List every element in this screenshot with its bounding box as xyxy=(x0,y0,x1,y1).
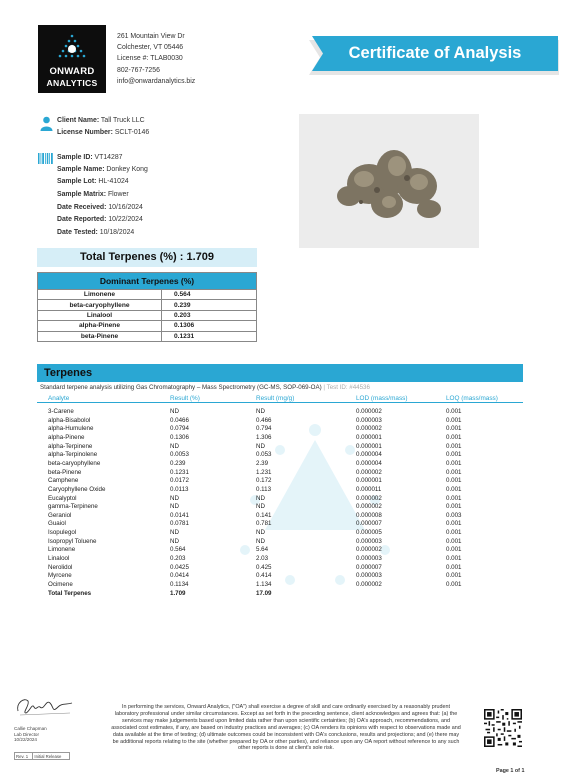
table-cell-result-mgg: 5.64 xyxy=(256,546,269,554)
page-number: Page 1 of 1 xyxy=(496,768,525,774)
sample-matrix-value: Flower xyxy=(107,191,129,198)
table-cell-result-percent: 0.1134 xyxy=(170,581,189,588)
logo-text-line2: ANALYTICS xyxy=(46,78,98,88)
sample-name-value: Donkey Kong xyxy=(106,166,148,173)
total-row-cell-analyte: Total Terpenes xyxy=(48,589,92,597)
table-cell-analyte: beta-Pinene xyxy=(48,468,82,476)
table-cell-loq: 0.001 xyxy=(446,433,462,441)
table-cell-result-mgg: 0.425 xyxy=(256,563,272,571)
table-cell-result-mgg: 0.414 xyxy=(256,572,272,580)
disclaimer-text: In performing the services, Onward Analytics, ("OA") shall exercise a degree of skill and care ordinarily exercised by a reasonably prudent laboratory professional under similar circumstances. Except as set forth in the preceding sentence, client acknowledges and agrees that: (a) the services may make judgements based upon limited data rather than upon scientific certainties; (b) OA's approach, recommendations, and associated cost estimates, if any, are based on industry practices and averages; (c) OA renders its opinions with respect to observations made and data available at the time of testing; (d) ultimate outcomes could be inconsistent with OA's conclusions, results and projections; and (e) there may be additional reports relating to the site (whether prepared by OA or other parties), and reliance upon any OA report without reference to any such other reports is done at client's sole risk. xyxy=(111,704,461,752)
license-number-row xyxy=(57,129,149,136)
license-line: License #: TLAB0030 xyxy=(117,55,183,63)
company-logo xyxy=(38,25,106,93)
table-cell-loq: 0.001 xyxy=(446,408,462,415)
logo-triangle-icon xyxy=(58,33,86,59)
table-cell-loq: 0.001 xyxy=(446,459,462,467)
table-cell-loq: 0.001 xyxy=(446,485,462,493)
table-cell-result-mgg: ND xyxy=(256,537,265,545)
table-cell-lod: 0.000002 xyxy=(356,425,382,433)
watermark-logo-icon xyxy=(200,410,430,610)
table-cell-lod: 0.000004 xyxy=(356,451,382,459)
table-cell-result-percent: 0.1306 xyxy=(170,433,189,441)
sample-lot-label: Sample Lot: xyxy=(57,178,97,185)
table-header-rule xyxy=(37,402,523,403)
method-text: Standard terpene analysis utilizing Gas Chromatography – Mass Spectrometry (GC-MS, SOP-069-OA) xyxy=(40,384,322,391)
table-cell-analyte: Guaiol xyxy=(48,520,66,528)
table-cell-analyte: Linalool xyxy=(48,555,70,563)
table-cell-loq: 0.001 xyxy=(446,546,462,554)
table-cell-result-percent: ND xyxy=(170,537,179,545)
table-row xyxy=(38,331,257,341)
license-number-label: License Number: xyxy=(57,129,113,136)
sample-id-value: VT14287 xyxy=(94,154,123,161)
date-tested-value: 10/18/2024 xyxy=(99,229,135,236)
table-cell-result-mgg: ND xyxy=(256,503,265,511)
company-address xyxy=(117,31,195,87)
test-id: | Test ID: #44536 xyxy=(323,384,370,391)
table-row xyxy=(38,321,257,331)
signer-info xyxy=(14,726,47,743)
table-cell-analyte: Myrcene xyxy=(48,572,72,580)
table-cell-lod: 0.000011 xyxy=(356,485,382,493)
table-cell-analyte: Isopulegol xyxy=(48,529,77,537)
table-cell-lod: 0.000002 xyxy=(356,581,382,588)
table-cell-analyte: alpha-Pinene xyxy=(48,433,85,441)
table-cell-loq: 0.001 xyxy=(446,442,462,450)
table-cell-result-percent: 0.0113 xyxy=(170,485,189,493)
table-cell-result-mgg: 2.03 xyxy=(256,555,269,563)
terpenes-section-header xyxy=(37,364,523,382)
sample-name-label: Sample Name: xyxy=(57,166,105,173)
table-cell-analyte: alpha-Terpinolene xyxy=(48,451,98,459)
table-cell-analyte: Caryophyllene Oxide xyxy=(48,485,106,493)
table-cell-lod: 0.000003 xyxy=(356,555,382,563)
table-cell-result-percent: 0.0172 xyxy=(170,477,189,485)
sample-name-row xyxy=(57,166,148,173)
table-cell-result-mgg: ND xyxy=(256,494,265,502)
table-cell-lod: 0.000003 xyxy=(356,537,382,545)
table-cell-result-mgg: 0.141 xyxy=(256,511,272,519)
table-cell-analyte: Eucalyptol xyxy=(48,494,77,502)
phone-line: 802-767-7256 xyxy=(117,66,160,74)
sample-photo xyxy=(299,114,479,248)
table-cell-result-mgg: 2.39 xyxy=(256,459,269,467)
signer-name: Callie Chapman xyxy=(14,726,47,731)
table-cell-result-percent: 0.0466 xyxy=(170,416,189,424)
table-cell-result-mgg: 0.781 xyxy=(256,520,272,528)
address-line: 261 Mountain View Dr xyxy=(117,33,185,40)
signer-title: Lab Director xyxy=(14,731,40,737)
total-row-cell-result-mgg: 17.09 xyxy=(256,589,272,597)
table-cell-lod: 0.000002 xyxy=(356,408,382,415)
table-cell-loq: 0.001 xyxy=(446,425,462,433)
table-cell-analyte: gamma-Terpinene xyxy=(48,503,98,511)
table-cell-result-percent: 0.239 xyxy=(170,459,186,467)
table-cell-result-percent: 0.0141 xyxy=(170,511,189,519)
revision-label: Rev. 1 xyxy=(15,753,33,760)
table-row xyxy=(38,300,257,310)
table-cell-loq: 0.001 xyxy=(446,451,462,459)
document-title: Certificate of Analysis xyxy=(348,44,522,62)
column-header-loq: LOQ (mass/mass) xyxy=(446,395,498,402)
date-tested-row xyxy=(57,229,134,236)
column-header-analyte: Analyte xyxy=(48,395,70,402)
barcode-icon xyxy=(38,153,54,164)
table-cell-loq: 0.001 xyxy=(446,529,462,537)
table-cell-loq: 0.001 xyxy=(446,563,462,571)
column-header-lod: LOD (mass/mass) xyxy=(356,395,408,402)
table-cell-analyte: Isopropyl Toluene xyxy=(48,537,97,545)
table-cell-result-percent: ND xyxy=(170,529,179,537)
table-cell-result-mgg: 0.113 xyxy=(256,485,272,493)
terpene-value: 0.203 xyxy=(162,310,257,320)
table-cell-lod: 0.000002 xyxy=(356,503,382,511)
person-icon xyxy=(40,116,53,131)
terpene-name: Limonene xyxy=(38,290,162,300)
table-cell-result-percent: ND xyxy=(170,503,179,511)
date-reported-row xyxy=(57,216,143,223)
table-cell-loq: 0.001 xyxy=(446,581,462,588)
date-reported-value: 10/22/2024 xyxy=(108,216,143,223)
terpene-name: beta-Pinene xyxy=(38,331,162,341)
table-cell-analyte: Geraniol xyxy=(48,511,72,519)
table-cell-lod: 0.000003 xyxy=(356,416,382,424)
table-cell-loq: 0.001 xyxy=(446,520,462,528)
table-cell-lod: 0.000002 xyxy=(356,546,382,554)
table-cell-analyte: 3-Carene xyxy=(48,408,74,415)
sample-matrix-label: Sample Matrix: xyxy=(57,191,107,198)
table-cell-lod: 0.000001 xyxy=(356,442,382,450)
email-line: info@onwardanalytics.biz xyxy=(117,77,196,85)
table-cell-loq: 0.001 xyxy=(446,477,462,485)
table-cell-lod: 0.000002 xyxy=(356,468,382,476)
table-cell-result-percent: ND xyxy=(170,494,179,502)
table-cell-analyte: beta-caryophyllene xyxy=(48,459,101,467)
table-cell-lod: 0.000005 xyxy=(356,529,382,537)
table-cell-result-percent: ND xyxy=(170,442,179,450)
table-cell-result-mgg: 0.172 xyxy=(256,477,272,485)
client-name-row xyxy=(57,117,145,124)
date-reported-label: Date Reported: xyxy=(57,216,107,223)
date-tested-label: Date Tested: xyxy=(57,229,98,236)
revision-text: Initial Release xyxy=(33,753,70,760)
qr-code-icon xyxy=(484,709,522,747)
table-cell-lod: 0.000002 xyxy=(356,494,382,502)
table-cell-result-mgg: ND xyxy=(256,408,265,415)
terpene-name: Linalool xyxy=(38,310,162,320)
column-header-result-mgg: Result (mg/g) xyxy=(256,395,295,402)
table-cell-analyte: alpha-Terpinene xyxy=(48,442,93,450)
date-received-value: 10/16/2024 xyxy=(108,204,143,211)
table-cell-lod: 0.000007 xyxy=(356,563,382,571)
table-cell-analyte: Limonene xyxy=(48,546,76,554)
table-cell-lod: 0.000007 xyxy=(356,520,382,528)
table-cell-result-percent: ND xyxy=(170,408,179,415)
sample-id-label: Sample ID: xyxy=(57,154,93,161)
dominant-terpenes-table xyxy=(37,272,257,342)
table-cell-loq: 0.001 xyxy=(446,503,462,511)
table-row xyxy=(38,290,257,300)
table-cell-result-percent: 0.0425 xyxy=(170,563,189,571)
table-cell-lod: 0.000001 xyxy=(356,477,382,485)
table-cell-result-mgg: 0.053 xyxy=(256,451,272,459)
table-cell-analyte: Ocimene xyxy=(48,581,73,588)
date-received-row xyxy=(57,204,143,211)
terpene-value: 0.564 xyxy=(162,290,257,300)
signer-date: 10/22/2024 xyxy=(14,737,37,743)
table-cell-result-mgg: ND xyxy=(256,529,265,537)
table-cell-analyte: Camphene xyxy=(48,477,79,485)
table-cell-loq: 0.003 xyxy=(446,511,462,519)
terpene-value: 0.239 xyxy=(162,300,257,310)
table-cell-result-mgg: 1.134 xyxy=(256,581,272,588)
table-cell-result-percent: 0.203 xyxy=(170,555,186,563)
table-cell-analyte: alpha-Humulene xyxy=(48,425,94,433)
table-cell-lod: 0.000004 xyxy=(356,459,382,467)
table-cell-result-percent: 0.0053 xyxy=(170,451,189,459)
table-cell-loq: 0.001 xyxy=(446,494,462,502)
table-cell-result-mgg: 0.794 xyxy=(256,425,272,433)
terpene-value: 0.1231 xyxy=(162,331,257,341)
total-row-cell-result-percent: 1.709 xyxy=(170,589,186,597)
table-cell-result-mgg: 1.231 xyxy=(256,468,272,476)
terpene-name: alpha-Pinene xyxy=(38,321,162,331)
table-row xyxy=(38,310,257,320)
sample-id-row xyxy=(57,154,123,161)
sample-lot-row xyxy=(57,178,129,185)
license-number-value: SCLT-0146 xyxy=(114,129,150,136)
table-cell-lod: 0.000001 xyxy=(356,433,382,441)
method-description xyxy=(40,384,370,391)
table-cell-analyte: Nerolidol xyxy=(48,563,73,571)
revision-table xyxy=(14,752,70,760)
table-cell-result-mgg: ND xyxy=(256,442,265,450)
table-cell-result-percent: 0.0781 xyxy=(170,520,189,528)
sample-lot-value: HL-41024 xyxy=(98,178,129,185)
table-cell-result-percent: 0.564 xyxy=(170,546,186,554)
client-name-label: Client Name: xyxy=(57,117,100,124)
table-cell-result-mgg: 1.306 xyxy=(256,433,272,441)
table-cell-loq: 0.001 xyxy=(446,468,462,476)
table-cell-result-percent: 0.0794 xyxy=(170,425,189,433)
table-cell-result-mgg: 0.466 xyxy=(256,416,272,424)
table-cell-loq: 0.001 xyxy=(446,416,462,424)
table-cell-result-percent: 0.1231 xyxy=(170,468,189,476)
column-header-result-percent: Result (%) xyxy=(170,395,200,402)
sample-matrix-row xyxy=(57,191,129,198)
terpene-name: beta-caryophyllene xyxy=(38,300,162,310)
table-cell-loq: 0.001 xyxy=(446,572,462,580)
total-terpenes-label: Total Terpenes (%) : 1.709 xyxy=(79,251,215,263)
dominant-terpenes-title: Dominant Terpenes (%) xyxy=(38,273,257,290)
terpenes-section-title: Terpenes xyxy=(44,367,93,379)
signature-image xyxy=(14,693,76,719)
table-cell-loq: 0.001 xyxy=(446,555,462,563)
table-cell-lod: 0.000003 xyxy=(356,572,382,580)
date-received-label: Date Received: xyxy=(57,204,107,211)
client-name-value: Tall Truck LLC xyxy=(100,117,145,124)
table-cell-result-percent: 0.0414 xyxy=(170,572,189,580)
terpene-value: 0.1306 xyxy=(162,321,257,331)
address-line: Colchester, VT 05446 xyxy=(117,44,184,52)
table-cell-loq: 0.001 xyxy=(446,537,462,545)
table-cell-lod: 0.000008 xyxy=(356,511,382,519)
table-cell-analyte: alpha-Bisabolol xyxy=(48,416,91,424)
logo-text-line1: ONWARD xyxy=(49,66,95,77)
